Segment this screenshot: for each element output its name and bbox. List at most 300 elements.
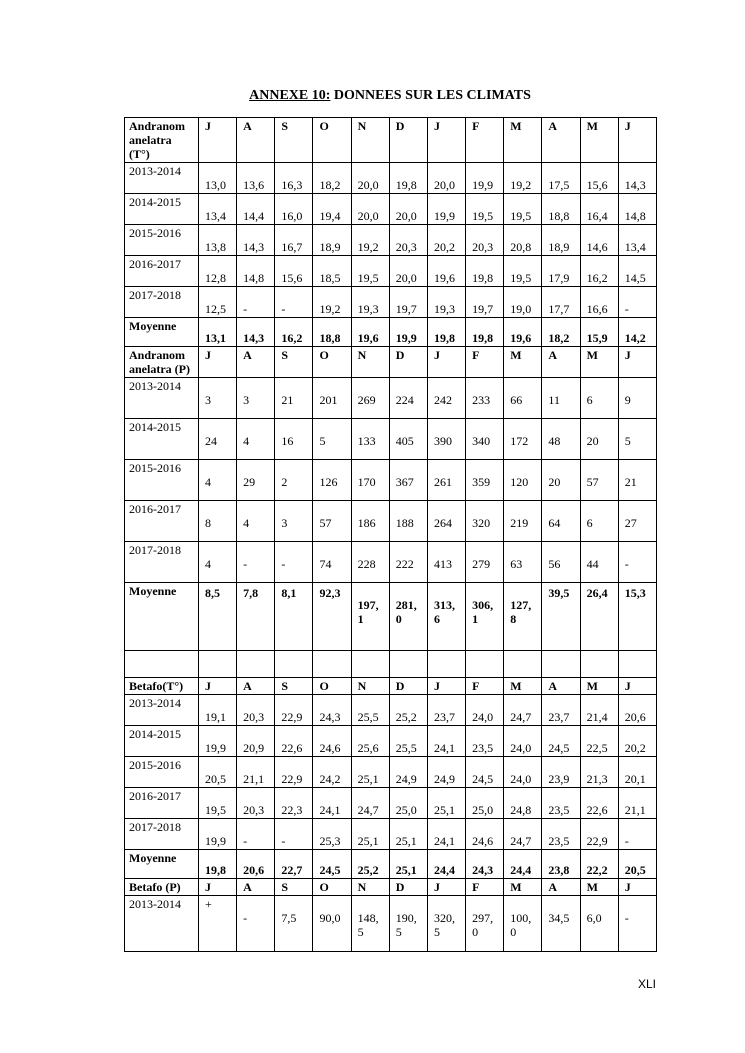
cell-value: -	[624, 302, 629, 316]
average-label: Moyenne	[125, 850, 199, 879]
value-cell	[275, 225, 313, 256]
cell-value: 21,1	[243, 772, 265, 786]
cell-value: 20,0	[395, 271, 417, 285]
value-cell	[351, 287, 389, 318]
value-cell	[427, 256, 465, 287]
value-cell	[504, 757, 542, 788]
value-cell	[313, 378, 351, 419]
value-cell	[504, 788, 542, 819]
value-cell	[237, 225, 275, 256]
value-cell	[199, 896, 237, 952]
cell-value: 16,7	[281, 240, 303, 254]
cell-value: 9	[624, 393, 631, 407]
average-value	[389, 318, 427, 347]
cell-value: -	[243, 557, 248, 571]
value-cell	[618, 419, 656, 460]
cell-value: 3	[205, 393, 211, 407]
cell-value: 23,5	[548, 834, 570, 848]
table-row	[125, 194, 657, 225]
cell-value: 20,3	[395, 240, 417, 254]
cell-value: 18,8	[548, 209, 570, 223]
cell-value: 56	[548, 557, 561, 571]
average-value	[580, 318, 618, 347]
year-label-text: 2013-2014	[129, 696, 181, 710]
cell-value: 19,3	[433, 302, 455, 316]
cell-value: 19,9	[205, 834, 226, 848]
cell-value: 16,3	[281, 178, 303, 192]
average-value	[542, 583, 580, 651]
value-cell	[466, 695, 504, 726]
month-header: A	[542, 118, 580, 163]
value-cell	[275, 819, 313, 850]
average-label: Moyenne	[125, 583, 199, 651]
value-cell	[542, 896, 580, 952]
cell-value: 34,5	[548, 911, 570, 925]
cell-value: 22,6	[586, 803, 608, 817]
value-cell	[504, 542, 542, 583]
value-cell	[466, 194, 504, 225]
cell-value: 24,1	[433, 741, 455, 755]
average-value	[275, 850, 313, 879]
value-cell	[542, 163, 580, 194]
page-number: XLI	[638, 977, 657, 991]
cell-value: 5	[624, 434, 631, 448]
cell-value: -	[243, 834, 248, 848]
value-cell	[199, 460, 237, 501]
empty-cell	[199, 651, 237, 678]
value-cell	[351, 788, 389, 819]
average-value-text: 24,4	[510, 863, 532, 877]
cell-value: 170	[357, 475, 376, 489]
cell-value: 3	[243, 393, 250, 407]
empty-cell	[351, 651, 389, 678]
value-cell	[618, 896, 656, 952]
value-cell	[275, 788, 313, 819]
value-cell	[504, 287, 542, 318]
cell-value: 367	[395, 475, 414, 489]
value-cell	[580, 896, 618, 952]
value-cell	[313, 819, 351, 850]
average-value-text: 8,5	[205, 586, 220, 600]
month-header: A	[237, 347, 275, 378]
cell-value: 19,7	[472, 302, 494, 316]
value-cell	[542, 194, 580, 225]
month-header: M	[504, 347, 542, 378]
month-header: F	[466, 879, 504, 896]
month-header: M	[504, 118, 542, 163]
cell-value: 29	[243, 475, 256, 489]
month-header: D	[389, 879, 427, 896]
value-cell	[199, 256, 237, 287]
year-label	[125, 194, 199, 225]
month-header: M	[504, 678, 542, 695]
cell-value: 19,2	[357, 240, 379, 254]
empty-cell	[237, 651, 275, 678]
value-cell	[237, 256, 275, 287]
cell-value: 8	[205, 516, 211, 530]
cell-value: 24,1	[433, 834, 455, 848]
value-cell	[237, 819, 275, 850]
value-cell	[618, 287, 656, 318]
cell-value: 57	[319, 516, 332, 530]
cell-value: 279	[472, 557, 491, 571]
value-cell	[580, 542, 618, 583]
annex-title: DONNEES SUR LES CLIMATS	[330, 88, 531, 103]
cell-value: 22,6	[281, 741, 303, 755]
cell-value: 22,9	[281, 772, 303, 786]
cell-value: -	[624, 834, 629, 848]
average-value-text: 24,4	[433, 863, 455, 877]
cell-value: 14,8	[624, 209, 646, 223]
value-cell	[389, 287, 427, 318]
cell-value: 23,5	[472, 741, 494, 755]
average-value-text: 306, 1	[472, 598, 494, 626]
cell-value: 413	[433, 557, 452, 571]
cell-value: -	[624, 557, 629, 571]
average-label: Moyenne	[125, 318, 199, 347]
value-cell	[275, 757, 313, 788]
table-row	[125, 256, 657, 287]
value-cell	[504, 501, 542, 542]
year-label	[125, 163, 199, 194]
value-cell	[580, 819, 618, 850]
month-header: D	[389, 118, 427, 163]
value-cell	[618, 788, 656, 819]
cell-value: 201	[319, 393, 338, 407]
value-cell	[313, 896, 351, 952]
cell-value: 23,5	[548, 803, 570, 817]
average-row	[125, 583, 657, 651]
average-value	[199, 318, 237, 347]
month-header: O	[313, 879, 351, 896]
month-header: M	[580, 347, 618, 378]
cell-value: 24,2	[319, 772, 341, 786]
cell-value: 24,0	[510, 772, 532, 786]
value-cell	[504, 163, 542, 194]
year-label	[125, 225, 199, 256]
value-cell	[275, 896, 313, 952]
value-cell	[618, 378, 656, 419]
value-cell	[618, 695, 656, 726]
value-cell	[313, 256, 351, 287]
cell-value: 11	[548, 393, 560, 407]
value-cell	[580, 726, 618, 757]
cell-value: 320	[472, 516, 491, 530]
month-header: J	[427, 678, 465, 695]
average-value-text: 16,2	[281, 331, 303, 345]
cell-value: 224	[395, 393, 414, 407]
cell-value: 219	[510, 516, 529, 530]
value-cell	[542, 225, 580, 256]
month-header: N	[351, 879, 389, 896]
value-cell	[427, 819, 465, 850]
cell-value: 18,9	[548, 240, 570, 254]
month-header: A	[237, 879, 275, 896]
cell-value: 19,6	[433, 271, 455, 285]
cell-value: 13,8	[205, 240, 226, 254]
value-cell	[618, 542, 656, 583]
cell-value: 2	[281, 475, 288, 489]
cell-value: 24,1	[319, 803, 341, 817]
value-cell	[237, 287, 275, 318]
cell-value: 20,5	[205, 772, 226, 786]
cell-value: 24,9	[395, 772, 417, 786]
value-cell	[466, 378, 504, 419]
cell-value: 190, 5	[395, 911, 417, 939]
value-cell	[580, 695, 618, 726]
cell-value: 19,9	[433, 209, 455, 223]
cell-value: 25,1	[395, 834, 417, 848]
average-value-text: 19,8	[433, 331, 455, 345]
value-cell	[237, 419, 275, 460]
cell-value: 90,0	[319, 911, 341, 925]
month-header: J	[618, 118, 656, 163]
value-cell	[199, 695, 237, 726]
cell-value: 148, 5	[357, 911, 379, 939]
value-cell	[580, 501, 618, 542]
cell-value: 19,9	[205, 741, 226, 755]
average-value	[542, 318, 580, 347]
cell-value: 16,4	[586, 209, 608, 223]
cell-value: 27	[624, 516, 637, 530]
value-cell	[618, 225, 656, 256]
cell-value: 261	[433, 475, 452, 489]
value-cell	[542, 726, 580, 757]
empty-cell	[618, 651, 656, 678]
cell-value: 18,9	[319, 240, 341, 254]
value-cell	[275, 542, 313, 583]
year-label-text: 2016-2017	[129, 502, 181, 516]
section-header-row	[125, 879, 657, 896]
cell-value: 20,8	[510, 240, 532, 254]
value-cell	[427, 163, 465, 194]
table-row	[125, 896, 657, 952]
value-cell	[199, 419, 237, 460]
value-cell	[542, 542, 580, 583]
cell-value: 19,5	[357, 271, 379, 285]
cell-value: 6	[586, 516, 593, 530]
value-cell	[351, 819, 389, 850]
month-header: J	[427, 879, 465, 896]
cell-value: 14,4	[243, 209, 265, 223]
cell-value: 18,5	[319, 271, 341, 285]
cell-value: 20,0	[395, 209, 417, 223]
cell-value: 19,5	[510, 209, 532, 223]
average-value-text: 19,9	[395, 331, 417, 345]
cell-value: 359	[472, 475, 491, 489]
value-cell	[237, 194, 275, 225]
year-label	[125, 726, 199, 757]
year-label-text: 2015-2016	[129, 226, 181, 240]
average-value	[618, 583, 656, 651]
value-cell	[351, 501, 389, 542]
cell-value: 297, 0	[472, 911, 494, 939]
value-cell	[237, 378, 275, 419]
average-value	[313, 583, 351, 651]
year-label-text: 2015-2016	[129, 758, 181, 772]
cell-value: 14,8	[243, 271, 265, 285]
cell-value: 24,8	[510, 803, 532, 817]
month-header: D	[389, 347, 427, 378]
cell-value: 13,4	[205, 209, 226, 223]
average-value-text: 197, 1	[357, 598, 379, 626]
spacer-row	[125, 651, 657, 678]
year-label	[125, 695, 199, 726]
year-label-text: 2017-2018	[129, 543, 181, 557]
cell-value: 21,1	[624, 803, 646, 817]
value-cell	[466, 419, 504, 460]
cell-value: 19,2	[319, 302, 341, 316]
value-cell	[351, 460, 389, 501]
cell-value: -	[243, 911, 248, 925]
cell-value: -	[281, 302, 286, 316]
cell-value: 24,6	[319, 741, 341, 755]
year-label-text: 2014-2015	[129, 727, 181, 741]
cell-value: 5	[319, 434, 326, 448]
value-cell	[389, 194, 427, 225]
average-value-text: 281, 0	[395, 598, 417, 626]
cell-value: 19,0	[510, 302, 532, 316]
month-header: A	[237, 118, 275, 163]
cell-value: 74	[319, 557, 332, 571]
value-cell	[199, 819, 237, 850]
average-row	[125, 850, 657, 879]
value-cell	[542, 256, 580, 287]
year-label-text: 2013-2014	[129, 897, 181, 911]
value-cell	[504, 695, 542, 726]
cell-value: 24,5	[548, 741, 570, 755]
section-header-label: Betafo (P)	[125, 879, 199, 896]
value-cell	[351, 225, 389, 256]
value-cell	[199, 378, 237, 419]
value-cell	[618, 163, 656, 194]
average-value-text: 25,1	[395, 863, 417, 877]
cell-value: 19,8	[395, 178, 417, 192]
value-cell	[199, 163, 237, 194]
value-cell	[237, 460, 275, 501]
average-value-text: 19,6	[357, 331, 379, 345]
cell-value: 188	[395, 516, 414, 530]
value-cell	[427, 896, 465, 952]
value-cell	[427, 695, 465, 726]
month-header: F	[466, 347, 504, 378]
cell-value: 25,1	[357, 834, 379, 848]
value-cell	[427, 542, 465, 583]
cell-value: 264	[433, 516, 452, 530]
cell-value: 19,5	[472, 209, 494, 223]
average-row	[125, 318, 657, 347]
average-value-text: 24,5	[319, 863, 341, 877]
value-cell	[504, 419, 542, 460]
average-value	[237, 583, 275, 651]
year-label	[125, 419, 199, 460]
cell-value: 63	[510, 557, 523, 571]
average-value	[199, 583, 237, 651]
year-label-text: 2016-2017	[129, 789, 181, 803]
cell-value: 12,8	[205, 271, 226, 285]
value-cell	[542, 819, 580, 850]
value-cell	[580, 256, 618, 287]
average-value-text: 7,8	[243, 586, 259, 600]
cell-value: 23,7	[433, 710, 455, 724]
average-value-text: 8,1	[281, 586, 297, 600]
month-header: J	[618, 347, 656, 378]
value-cell	[275, 378, 313, 419]
value-cell	[351, 163, 389, 194]
value-cell	[580, 757, 618, 788]
average-value	[313, 318, 351, 347]
page-title	[0, 88, 745, 104]
average-value	[504, 318, 542, 347]
value-cell	[466, 788, 504, 819]
month-header: S	[275, 678, 313, 695]
value-cell	[199, 501, 237, 542]
table-row	[125, 419, 657, 460]
average-value	[618, 850, 656, 879]
cell-value: 20,0	[357, 178, 379, 192]
cell-value: 24,0	[510, 741, 532, 755]
cell-value: 14,3	[624, 178, 646, 192]
cell-value: 172	[510, 434, 529, 448]
value-cell	[237, 757, 275, 788]
average-value-text: 14,2	[624, 331, 646, 345]
empty-cell	[389, 651, 427, 678]
cell-value: 20,0	[357, 209, 379, 223]
value-cell	[504, 225, 542, 256]
cell-value: 23,7	[548, 710, 570, 724]
value-cell	[351, 194, 389, 225]
average-value	[542, 850, 580, 879]
average-value-text: 25,2	[357, 863, 379, 877]
value-cell	[275, 501, 313, 542]
value-cell	[389, 757, 427, 788]
month-header: N	[351, 118, 389, 163]
cell-value: 17,5	[548, 178, 570, 192]
month-header: S	[275, 879, 313, 896]
average-value	[504, 850, 542, 879]
month-header: J	[427, 118, 465, 163]
value-cell	[427, 726, 465, 757]
table-row	[125, 726, 657, 757]
cell-value: -	[281, 557, 286, 571]
cell-value: 186	[357, 516, 376, 530]
cell-value: 16,2	[586, 271, 608, 285]
average-value	[466, 583, 504, 651]
empty-cell	[313, 651, 351, 678]
value-cell	[427, 460, 465, 501]
cell-value: 20,0	[433, 178, 455, 192]
cell-value: +	[205, 897, 212, 911]
average-value-text: 19,8	[472, 331, 494, 345]
cell-value: 390	[433, 434, 452, 448]
value-cell	[427, 757, 465, 788]
table-row	[125, 225, 657, 256]
cell-value: -	[281, 834, 286, 848]
cell-value: 6	[586, 393, 593, 407]
year-label	[125, 757, 199, 788]
average-value-text: 26,4	[586, 586, 608, 600]
average-value	[351, 318, 389, 347]
value-cell	[237, 896, 275, 952]
average-value	[351, 850, 389, 879]
value-cell	[199, 788, 237, 819]
cell-value: 100, 0	[510, 911, 532, 939]
average-value	[504, 583, 542, 651]
average-value-text: 22,7	[281, 863, 303, 877]
year-label	[125, 378, 199, 419]
value-cell	[351, 256, 389, 287]
value-cell	[542, 378, 580, 419]
